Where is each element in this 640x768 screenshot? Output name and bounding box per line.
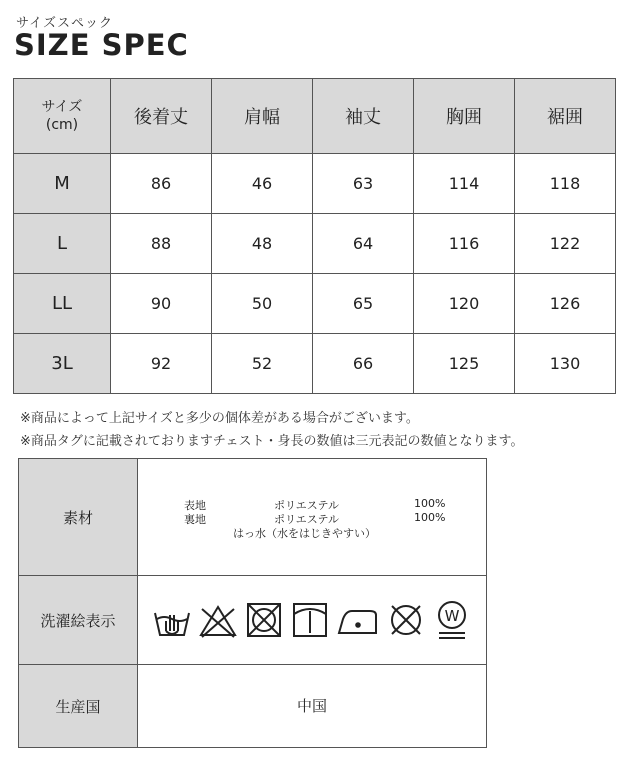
table-row	[14, 274, 616, 334]
product-info-table	[18, 458, 487, 748]
size-spec-table	[13, 78, 616, 394]
table-cell: 86	[111, 154, 212, 214]
lining-label: 裏地	[184, 513, 206, 526]
table-cell: 122	[515, 214, 616, 274]
column-header: 裾囲	[515, 79, 616, 154]
column-header: 肩幅	[212, 79, 313, 154]
column-header: 後着丈	[111, 79, 212, 154]
origin-label: 生産国	[19, 665, 138, 748]
size-label: M	[14, 154, 111, 214]
material-label: 素材	[19, 459, 138, 576]
table-cell: 126	[515, 274, 616, 334]
table-cell: 48	[212, 214, 313, 274]
table-cell: 90	[111, 274, 212, 334]
water-repellent-note: はっ水（水をはじきやすい）	[233, 527, 376, 540]
hand-wash-icon	[152, 601, 192, 639]
material-row	[19, 459, 487, 576]
svg-text:W: W	[444, 607, 460, 625]
origin-value	[138, 665, 487, 748]
table-cell: 63	[313, 154, 414, 214]
column-header: 袖丈	[313, 79, 414, 154]
lining-fabric: ポリエステル	[274, 513, 340, 526]
wet-clean-icon	[432, 599, 472, 641]
care-row	[19, 576, 487, 665]
no-dry-clean-icon	[386, 601, 426, 639]
table-cell: 66	[313, 334, 414, 394]
table-cell: 116	[414, 214, 515, 274]
care-label: 洗濯絵表示	[19, 576, 138, 665]
table-header-row	[14, 79, 616, 154]
origin-row	[19, 665, 487, 748]
line-dry-icon	[290, 601, 330, 639]
size-unit-header: サイズ (cm)	[14, 79, 111, 154]
table-cell: 125	[414, 334, 515, 394]
table-cell: 50	[212, 274, 313, 334]
page-title: SIZE SPEC	[14, 28, 189, 62]
table-cell: 88	[111, 214, 212, 274]
material-value	[138, 459, 487, 576]
table-cell: 114	[414, 154, 515, 214]
size-variance-note: ※商品によって上記サイズと多少の個体差がある場合がございます。	[20, 411, 419, 426]
care-symbols	[138, 576, 487, 665]
table-cell: 130	[515, 334, 616, 394]
page-subtitle: サイズスペック	[16, 16, 113, 31]
table-cell: 52	[212, 334, 313, 394]
table-row	[14, 214, 616, 274]
table-cell: 92	[111, 334, 212, 394]
outer-percent: 100%	[414, 497, 446, 510]
table-cell: 65	[313, 274, 414, 334]
column-header: 胸囲	[414, 79, 515, 154]
no-bleach-icon	[198, 601, 238, 639]
table-cell: 118	[515, 154, 616, 214]
table-cell: 120	[414, 274, 515, 334]
iron-low-icon	[336, 601, 380, 639]
table-cell: 46	[212, 154, 313, 214]
table-cell: 64	[313, 214, 414, 274]
tag-notation-note: ※商品タグに記載されておりますチェスト・身長の数値は三元表記の数値となります。	[20, 434, 524, 449]
size-label: LL	[14, 274, 111, 334]
origin-country: 中国	[296, 697, 327, 715]
size-label: L	[14, 214, 111, 274]
table-row	[14, 154, 616, 214]
table-row	[14, 334, 616, 394]
lining-percent: 100%	[414, 511, 446, 524]
no-tumble-dry-icon	[244, 601, 284, 639]
size-label: 3L	[14, 334, 111, 394]
outer-fabric: ポリエステル	[274, 499, 340, 512]
outer-label: 表地	[184, 499, 206, 512]
